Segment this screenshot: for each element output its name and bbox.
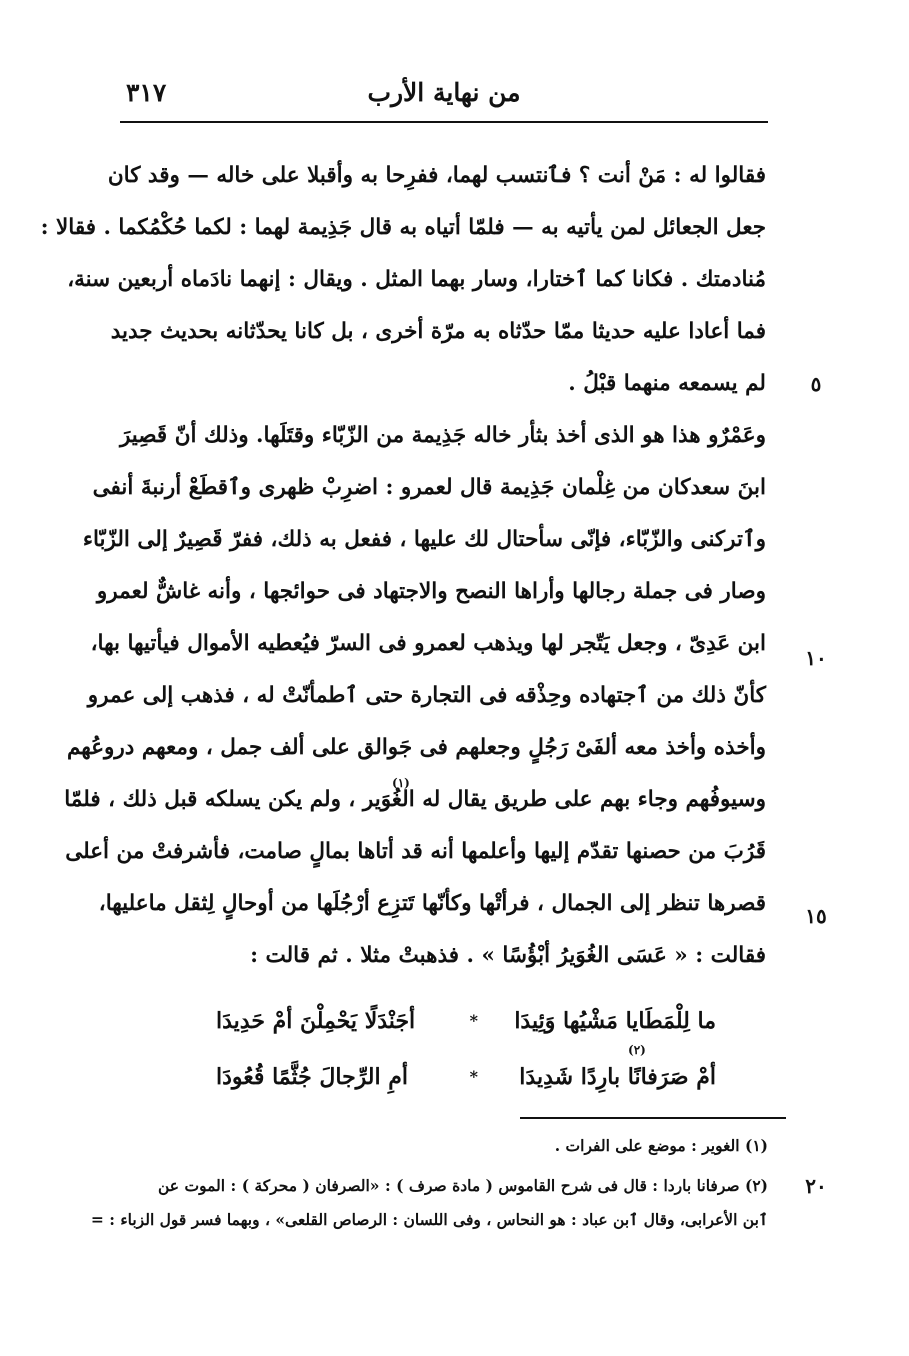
text-line: وصار فى جملة رجالها وأراها النصح والاجتهاد فى حوائجها ، وأنه غاشٌّ لعمرو [96, 579, 766, 604]
footnote-line: (١) الغوير : موضع على الفرات . [554, 1136, 768, 1155]
line-number: ٥ [810, 372, 822, 396]
running-title: من نهاية الأرب [367, 78, 521, 107]
text-line: وعَمْرٌو هذا هو الذى أخذ بثأر خاله جَذِيمة من الزّبّاء وقتَلَها. وذلك أنّ قَصِيرَ [119, 423, 766, 448]
verse-second-hemistich: أجَنْدَلًا يَحْمِلْنَ أمْ حَدِيدَا [216, 1008, 416, 1034]
text-line: فقالت : « عَسَى الغُوَيرُ أبْؤُسًا » . فذهبتْ مثلا . ثم قالت : [250, 943, 766, 968]
verse-line [216, 1054, 716, 1100]
line-number: ١٥ [805, 904, 827, 928]
line-number: ١٠ [805, 646, 827, 670]
text-line: جعل الجعائل لمن يأتيه به — فلمّا أتياه به قال جَذِيمة لهما : لكما حُكْمُكما . فقالا : [40, 215, 766, 240]
footnote-line: ٱبن الأعرابى، وقال ٱبن عباد : هو النحاس ، وفى اللسان : الرصاص القلعى» ، وبهما فسر قول الزباء : = [90, 1210, 768, 1229]
header-rule [120, 121, 768, 123]
text-line: قَرُبَ من حصنها تقدّم إليها وأعلمها أنه قد أتاها بمالٍ صامت، فأشرفتْ من أعلى [65, 839, 766, 864]
text-line: كأنّ ذلك من ٱجتهاده وحِذْقه فى التجارة حتى ٱطمأنّتْ له ، فذهب إلى عمرو [87, 683, 766, 708]
text-line: فما أعادا عليه حديثا ممّا حدّثاه به مرّة أخرى ، بل كانا يحدّثانه بحديث جديد [110, 319, 766, 344]
text-line: فقالوا له : مَنْ أنت ؟ فٱنتسب لهما، ففرِحا به وأقبلا على خاله — وقد كان [107, 163, 766, 188]
verse-second-hemistich: أمِ الرِّجالَ جُثَّمًا قُعُودَا [216, 1064, 409, 1090]
verse-line [216, 998, 716, 1044]
text-line: وسيوفُهم وجاء بهم على طريق يقال له الغُوَير ، ولم يكن يسلكه قبل ذلك ، فلمّا [64, 787, 766, 812]
text-line: وأخذه وأخذ معه ألفَىْ رَجُلٍ وجعلهم فى جَوالق على ألف جمل ، ومعهم دروعُهم [66, 735, 766, 760]
footnote-reference: (١) [392, 776, 410, 790]
text-line: ابن عَدِىّ ، وجعل يَتّجر لها ويذهب لعمرو فى السرّ فيُعطيه الأموال فيأتيها بها، [90, 631, 766, 656]
footnote-rule [520, 1117, 786, 1119]
line-number: ٢٠ [805, 1174, 827, 1198]
footnote-reference: (٢) [628, 1043, 646, 1057]
footnote-line: (٢) صرفانا باردا : قال فى شرح القاموس ( مادة صرف ) : «الصرفان ( محركة ) : الموت عن [158, 1176, 768, 1195]
text-line: قصرها تنظر إلى الجمال ، فرأتْها وكأنّها تَتزِع أرْجُلَها من أوحالٍ لِثقل ماعليها، [98, 891, 766, 916]
text-line: مُنادمتك . فكانا كما ٱختارا، وسار بهما المثل . ويقال : إنهما نادَماه أربعين سنة، [67, 267, 766, 292]
verse-first-hemistich: أمْ صَرَفانًا بارِدًا شَدِيدَا [519, 1064, 716, 1090]
page-number: ٣١٧ [126, 78, 167, 107]
verse-first-hemistich: ما لِلْمَطَايا مَشْيُها وَئِيدَا [514, 1008, 716, 1034]
text-line: لم يسمعه منهما قبْلُ . [568, 371, 766, 396]
verse-separator: * [469, 1011, 478, 1030]
text-line: وٱتركنى والزّبّاء، فإنّى سأحتال لك عليها ، ففعل به ذلك، ففرّ قَصِيرٌ إلى الزّبّاء [82, 527, 766, 552]
verse-separator: * [469, 1067, 478, 1086]
page-header [120, 78, 768, 118]
text-line: ابنَ سعدكان من غِلْمان جَذِيمة قال لعمرو : اضرِبْ ظهرى وٱقطَعْ أرنبةَ أنفى [92, 475, 766, 500]
